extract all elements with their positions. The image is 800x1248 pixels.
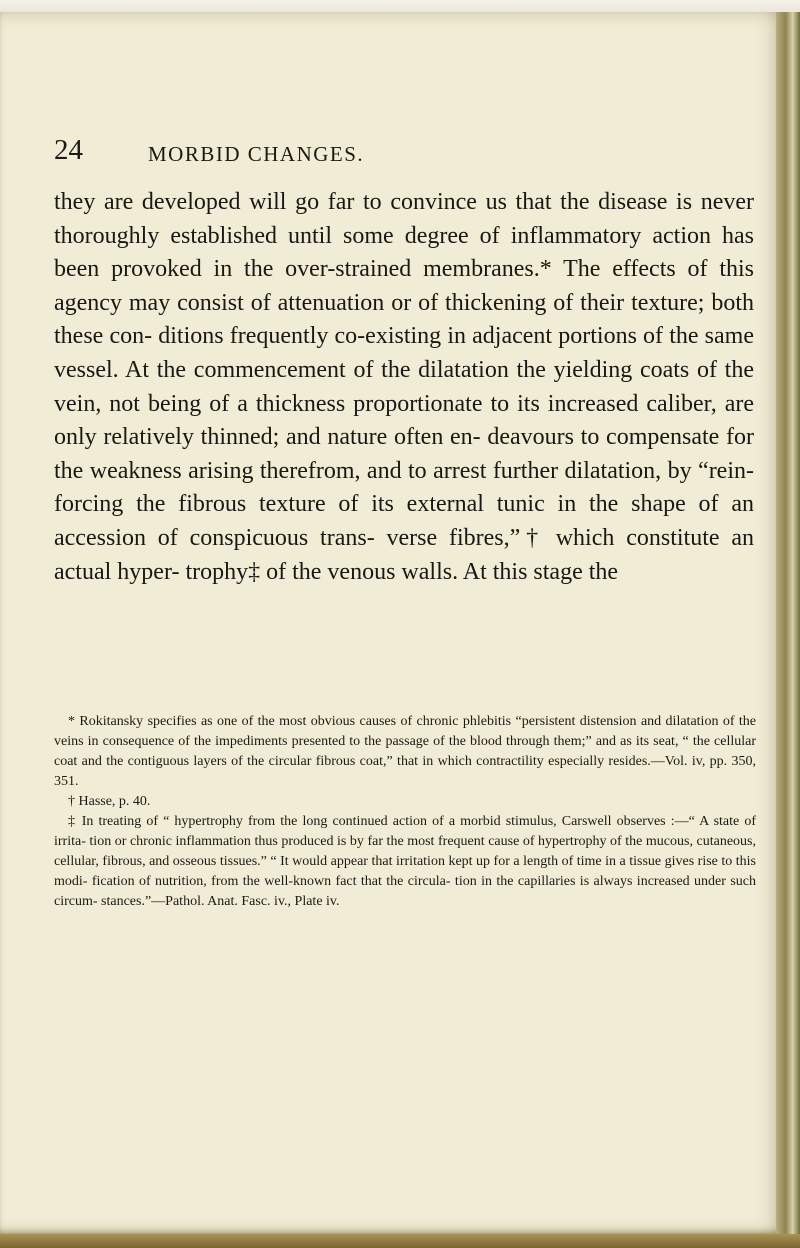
body-paragraph: they are developed will go far to convince us that the disease is never thoroughly established until some degree of inflammatory action has been provoked in the over-strained membranes.* The effects of this agency may consist of attenuation or of thickening of their texture; both these con- ditions frequently co-existing in adjacent portions of the same vessel. At the commencement of the dilatation the yielding coats of the vein, not being of a thickness proportionate to its increased caliber, are only relatively thinned; and nature often en- deavours to compensate for the weakness arising therefrom, and to arrest further dilatation, by “rein- forcing the fibrous texture of its external tunic in the shape of an accession of conspicuous trans- verse fibres,”† which constitute an actual hyper- trophy‡ of the venous walls. At this stage the [54,189,754,585]
page-number: 24 [54,134,83,166]
running-title: MORBID CHANGES. [148,142,365,166]
page-header [54,134,754,174]
footnotes [54,712,756,912]
footnote-carswell: ‡ In treating of “ hypertrophy from the long continued action of a morbid stimulus, Carswell observes :—“ A state of irrita- tion or chronic inflammation thus produced is by far the most frequent cause of hypertrophy of the mucous, cutaneous, cellular, fibrous, and osseous tissues.” “ It would appear that irritation kept up for a length of time in a tissue gives rise to this modi- fication of nutrition, from the well-known fact that the circula- tion in the capillaries is always increased under such circum- stances.”—Pathol. Anat. Fasc. iv., Plate iv. [54,814,757,909]
footnote-rokitansky: * Rokitansky specifies as one of the most obvious causes of chronic phlebitis “persistent distension and dilatation of the veins in consequence of the impediments presented to the passage of the blood through them;” and as its seat, “ the cellular coat and the contiguous layers of the circular fibrous coat,” that in which contractility especially resides.—Vol. iv, pp. 350, 351. [54,714,756,789]
bottom-page-edge [0,1234,800,1248]
page-gutter-edge [776,12,800,1234]
footnote-hasse: † Hasse, p. 40. [68,794,151,809]
